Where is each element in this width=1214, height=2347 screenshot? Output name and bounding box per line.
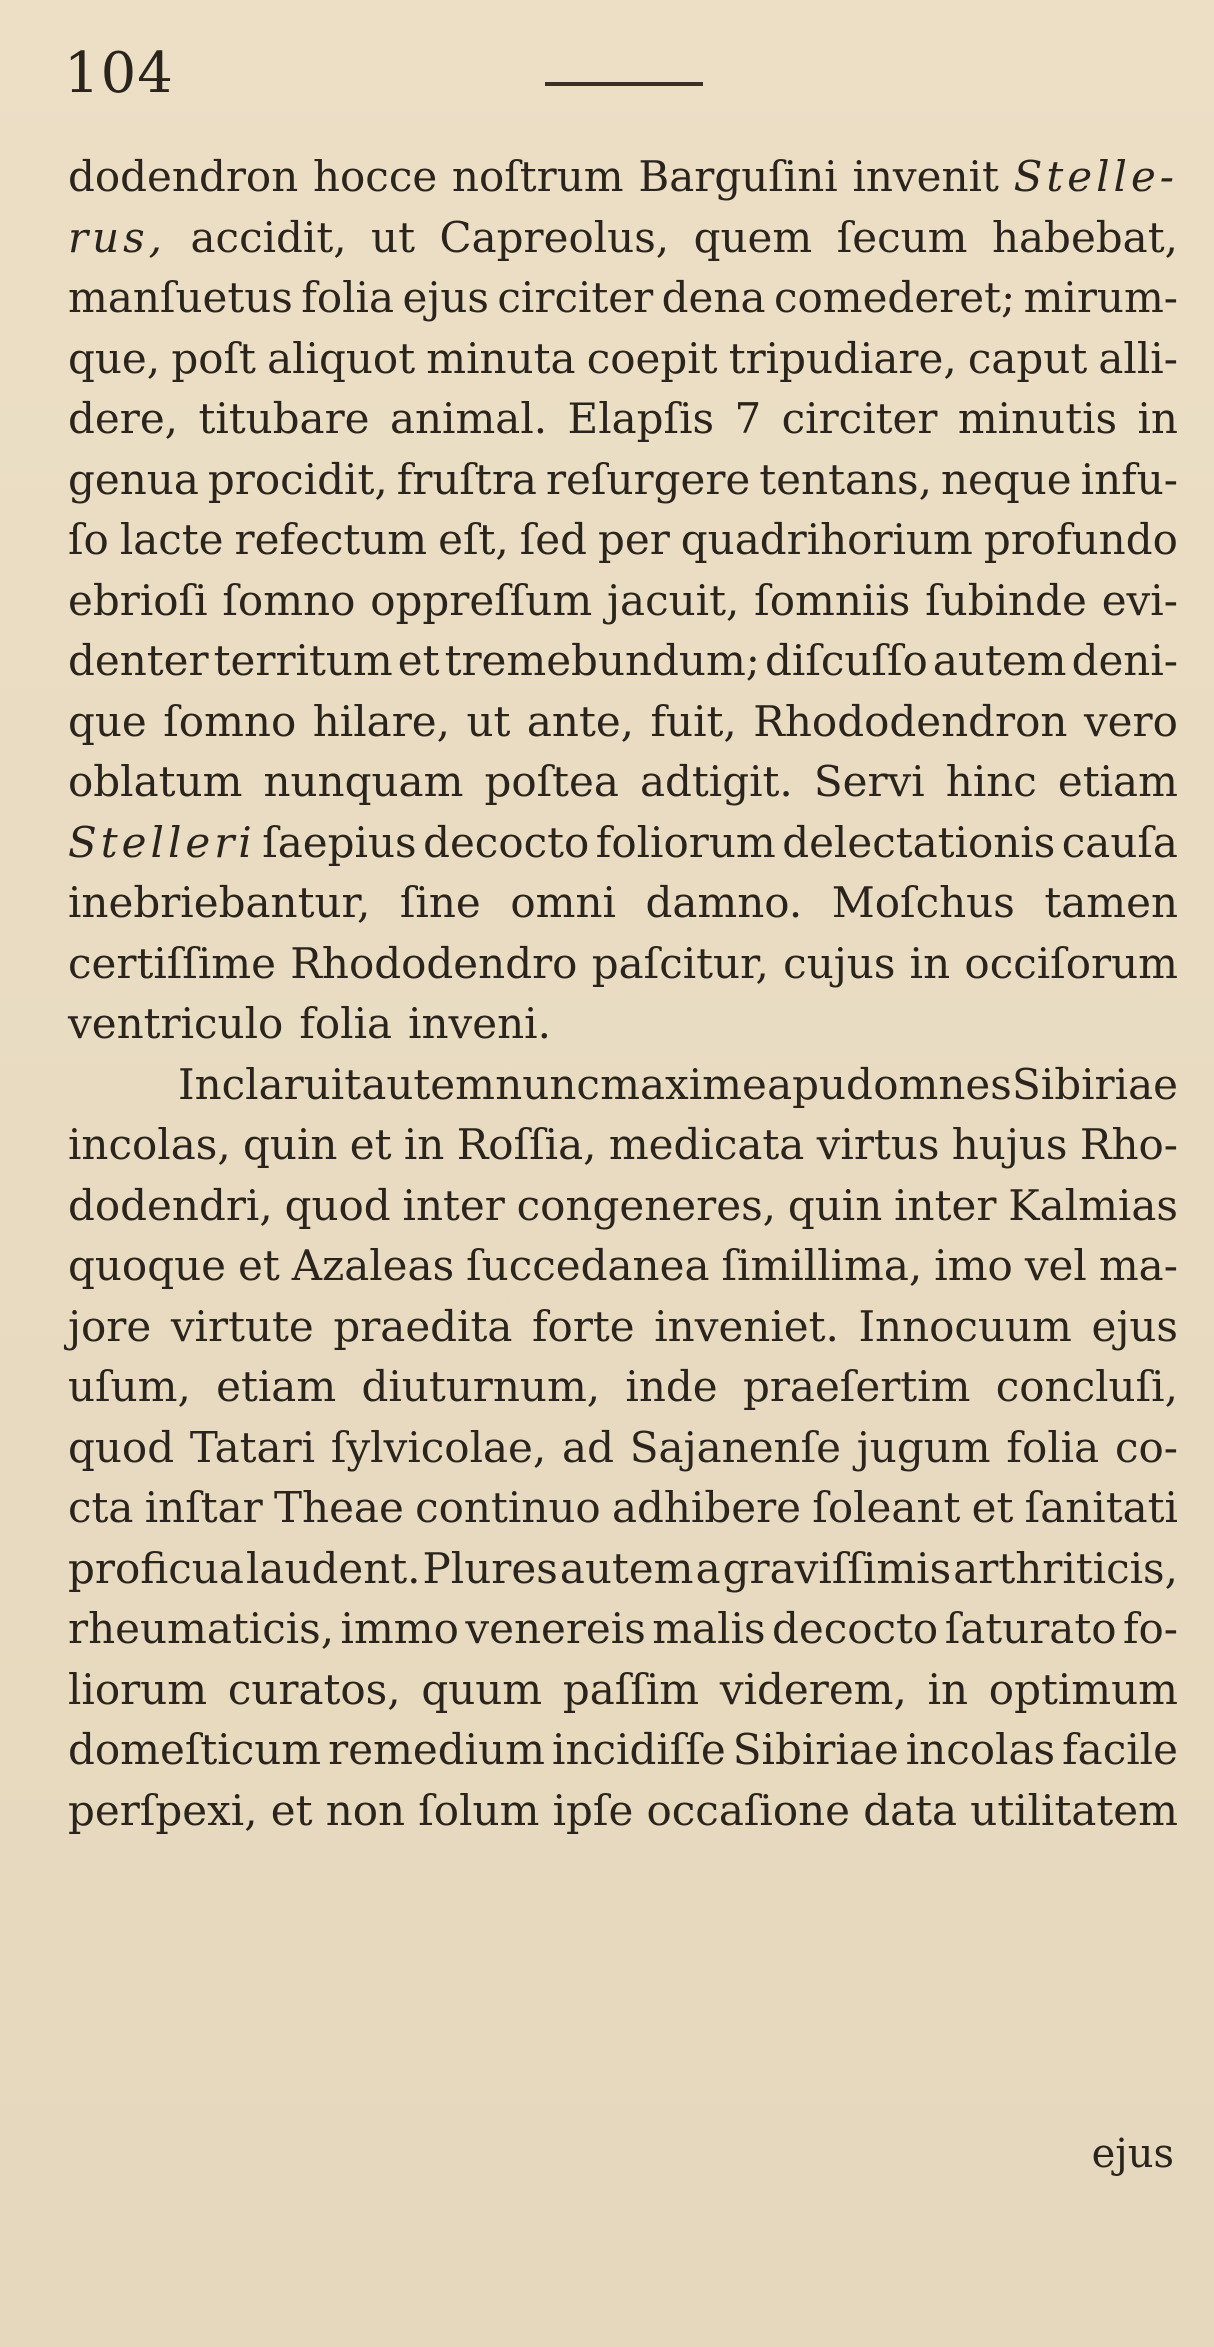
word: Inclaruit [178,1059,362,1109]
word: foliorum [595,817,776,867]
word: et [397,636,440,685]
word: ut [371,212,415,262]
text-line [68,510,1178,571]
text-line [68,1781,1178,1842]
word: quem [693,212,813,262]
catchword: ejus [1091,2131,1174,2177]
word: quin [787,1180,883,1230]
word: inſtar [144,1483,263,1532]
word: ſomno [222,575,356,625]
text-line [68,389,1178,450]
word: perſpexi, [68,1785,258,1835]
word: hilare, [312,696,450,746]
word: immo [340,1604,459,1653]
text-line [68,1418,1178,1479]
word: infu- [1080,454,1178,504]
word: hinc [945,757,1037,806]
word: Rhododendron [753,696,1068,746]
text-line [68,1236,1178,1297]
header-rule [545,82,703,86]
word: diſcuſſo [765,636,928,685]
word: viderem, [719,1664,907,1714]
word: ſaturato [944,1604,1117,1653]
word: ſimillima, [721,1241,923,1290]
word: ſuccedanea [466,1241,710,1290]
word: vero [1083,696,1178,746]
word: decocto [423,817,590,867]
word: circiter [497,273,654,322]
word: ejus [402,273,489,322]
word: territum [213,636,393,685]
word: inter [402,1180,505,1230]
word: Innocuum [858,1301,1072,1351]
word: caput [967,333,1088,383]
word: accidit, [190,212,347,262]
word: autem [361,1059,495,1109]
word: circiter [781,394,938,443]
word: et [349,1120,392,1169]
word: malis [652,1604,766,1653]
word: utilitatem [970,1785,1178,1835]
word: virtus [816,1120,940,1169]
word: Moſchus [831,878,1015,927]
word: optimum [988,1664,1178,1714]
word: cujus [783,938,896,988]
text-line [68,1720,1178,1781]
word: Stelle- [1013,152,1178,201]
text-line [68,329,1178,390]
word: damno. [645,878,803,927]
word: virtute [170,1301,314,1351]
word: ebrioſi [68,575,208,625]
word: jore [68,1301,152,1351]
word: autem [559,1543,694,1593]
word: reſurgere [545,454,751,504]
word: decocto [771,1604,939,1653]
word: adhibere [611,1483,802,1532]
word: eſt, [438,515,509,564]
word: occaſione [646,1785,851,1835]
word: praeſertim [742,1362,971,1411]
word: quin [243,1120,338,1169]
word: ſylvicolae, [330,1422,547,1472]
word: lacte [119,515,224,564]
word: apud [767,1059,873,1109]
word: neque [940,454,1072,504]
word: ante, [526,696,635,746]
word: etiam [1057,757,1178,806]
text-line [68,1660,1178,1721]
word: ſanitati [1024,1483,1178,1532]
word: comederet; [773,273,1016,322]
word: remedium [328,1725,545,1774]
text-line [68,571,1178,632]
word: concluſi, [995,1362,1178,1411]
word: ſo [68,515,109,564]
text-line [68,631,1178,692]
word: manſuetus [68,273,293,322]
word: incolas, [68,1120,231,1169]
word: cta [68,1483,134,1532]
word: a [695,1543,721,1593]
word: inter [894,1180,997,1230]
word: adtigit. [640,757,793,806]
word: quod [284,1180,391,1230]
word: evi- [1101,575,1178,625]
word: tremebundum; [444,636,760,685]
word: habebat, [991,212,1178,262]
word: et [971,1483,1014,1532]
word: domeſticum [68,1725,322,1774]
word: inde [625,1362,718,1411]
word: deni- [1071,636,1178,685]
word: praedita [333,1301,513,1351]
word: ma- [1098,1241,1178,1290]
word: fo- [1122,1604,1178,1653]
word: tentans, [759,454,932,504]
word: Sajanenſe [629,1422,841,1472]
word: quum [421,1664,543,1714]
word: curatos, [227,1664,401,1714]
word: fruſtra [396,454,537,504]
word: rheumaticis, [68,1604,335,1653]
word: folia [301,273,395,322]
word: minutis [957,394,1118,443]
word: forte [532,1301,635,1351]
word: continuo [415,1483,601,1532]
text-line [68,692,1178,753]
text-line [68,208,1178,269]
word: ſolum [418,1785,540,1835]
word: animal. [389,394,548,443]
text-line [68,1176,1178,1237]
word: in [403,1120,445,1169]
word: arthriticis, [953,1543,1178,1593]
word: cauſa [1061,817,1178,867]
word: Servi [813,757,925,806]
word: dodendron [68,152,299,201]
text-line [68,934,1178,995]
word: 7 [734,394,762,443]
word: inveni. [408,999,551,1048]
word: omni [510,878,616,927]
word: Barguſini [638,152,838,201]
word: co- [1114,1422,1178,1472]
word: Sibiriae [1012,1059,1178,1109]
text-line [68,450,1178,511]
word: refectum [234,515,428,564]
text-line [68,1055,1178,1116]
word: in [927,1664,969,1714]
word: quod [68,1422,175,1472]
word: uſum, [68,1362,191,1411]
word: medicata [608,1120,805,1169]
word: per [597,515,670,564]
word: ſaepius [262,817,417,867]
word: certiſſime [68,938,276,988]
word: liorum [68,1664,208,1714]
text-line [68,1599,1178,1660]
word: Plures [422,1543,558,1593]
text-line [68,1478,1178,1539]
word: congeneres, [516,1180,776,1230]
word: Stelleri [68,817,256,867]
text-line [68,873,1178,934]
text-line [68,147,1178,208]
word: paſſim [562,1664,700,1714]
text-line [68,268,1178,329]
word: ſoleant [812,1483,961,1532]
word: Sibiriae [732,1725,899,1774]
word: coepit [586,333,718,383]
word: poſtea [484,757,619,806]
word: profundo [983,515,1178,564]
word: poſt [171,333,256,383]
word: quadrihorium [680,515,973,564]
word: jacuit, [607,575,740,625]
word: que, [68,333,161,383]
word: Elapſis [567,394,715,443]
word: genua [68,454,199,504]
word: ſecum [836,212,968,262]
word: jugum [856,1422,991,1472]
word: et [238,1241,280,1290]
word: denter [68,636,209,685]
word: autem [932,636,1067,685]
word: proficua [68,1543,244,1593]
word: titubare [198,394,370,443]
word: Kalmias [1008,1180,1178,1230]
word: folia [299,999,393,1048]
word: nunquam [263,757,464,806]
word: maxime [600,1059,767,1109]
word: ſed [519,515,587,564]
word: venereis [465,1604,646,1653]
word: que [68,696,147,746]
word: aliquot [267,333,416,383]
word: graviſſimis [722,1543,952,1593]
word: omnes [873,1059,1012,1109]
page-number: 104 [64,41,174,106]
word: oppreſſum [370,575,593,625]
text-line [68,1297,1178,1358]
word: delectationis [782,817,1056,867]
word: Azaleas [291,1241,455,1290]
word: in [909,938,951,988]
text-line [68,752,1178,813]
word: ſine [399,878,481,927]
word: occiſorum [964,938,1178,988]
word: non [325,1785,406,1835]
word: ſomno [163,696,297,746]
word: tripudiare, [728,333,957,383]
word: paſcitur, [591,938,769,988]
word: Theae [274,1483,404,1532]
text-line [68,1115,1178,1176]
word: diuturnum, [361,1362,601,1411]
word: ſubinde [925,575,1087,625]
word: minuta [426,333,576,383]
text-line [68,813,1178,874]
word: inebriebantur, [68,878,371,927]
word: ut [466,696,511,746]
word: in [1137,394,1178,443]
word: facile [1062,1725,1178,1774]
word: dodendri, [68,1180,273,1230]
word: folia [1006,1422,1100,1472]
word: nunc [495,1059,600,1109]
word: dere, [68,394,179,443]
word: inveniet. [654,1301,839,1351]
word: quoque [68,1241,227,1290]
word: Rhododendro [290,938,578,988]
word: vel [1024,1241,1087,1290]
word: etiam [216,1362,337,1411]
text-line [68,1357,1178,1418]
word: ſomniis [754,575,911,625]
word: Tatari [189,1422,316,1472]
word: incidiſſe [552,1725,726,1774]
word: imo [934,1241,1013,1290]
text-line [68,1539,1178,1600]
word: data [863,1785,958,1835]
word: ejus [1091,1301,1178,1351]
word: mirum- [1023,273,1178,322]
word: ad [562,1422,614,1472]
word: hocce [312,152,438,201]
word: Roſſia, [456,1120,597,1169]
word: ipſe [552,1785,634,1835]
word: ventriculo [68,999,284,1048]
word: procidit, [207,454,388,504]
word: tamen [1044,878,1178,927]
word: laudent. [245,1543,421,1593]
word: noſtrum [451,152,624,201]
word: alli- [1098,333,1178,383]
word: rus, [68,212,167,262]
word: fuit, [650,696,737,746]
word: oblatum [68,757,243,806]
body-text [68,147,1178,1841]
word: Capreolus, [439,212,670,262]
word: hujus [951,1120,1068,1169]
word: et [270,1785,313,1835]
word: invenit [852,152,999,201]
text-line [68,994,1178,1055]
word: Rho- [1079,1120,1178,1169]
word: dena [661,273,766,322]
word: incolas [905,1725,1056,1774]
